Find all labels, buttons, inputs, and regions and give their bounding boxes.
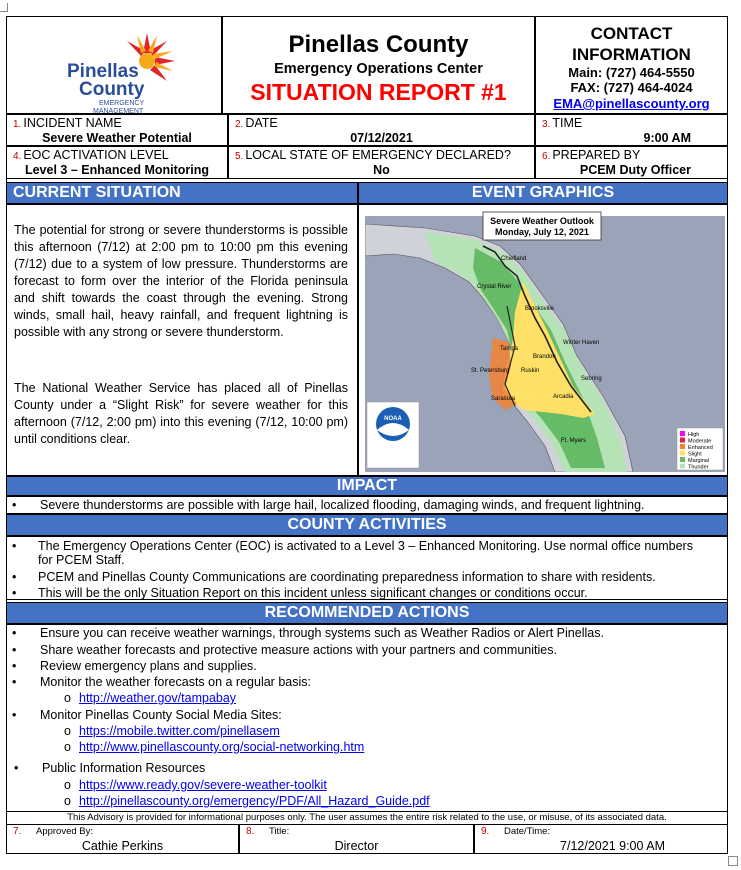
situation-paragraph-2: The National Weather Service has placed all of Pinellas County under a “Slight Risk” for severe weather for this afternoon (7/12, 2:00 pm) into this evening (7/12, 10:00 pm) until conditions clear. xyxy=(14,381,348,446)
corner-mark-br xyxy=(728,856,738,866)
ready-gov-link[interactable]: https://www.ready.gov/severe-weather-toolkit xyxy=(79,778,327,792)
recommended-actions-header: RECOMMENDED ACTIONS xyxy=(6,602,728,624)
field-number: 5. xyxy=(235,151,244,162)
prepared-label: PREPARED BY xyxy=(552,148,641,162)
recommended-item: • Ensure you can receive weather warnings, through systems such as Weather Radios or Alert Pinellas. xyxy=(12,626,604,640)
current-situation-header: CURRENT SITUATION xyxy=(6,182,358,204)
eoc-level-label: EOC ACTIVATION LEVEL xyxy=(23,148,169,162)
logo-cell xyxy=(6,16,222,114)
impact-text: Severe thunderstorms are possible with large hail, localized flooding, damaging winds, and frequent lightning. xyxy=(40,498,645,512)
title-cell xyxy=(222,16,535,114)
date-label: DATE xyxy=(245,116,278,130)
weather-gov-link[interactable]: http://weather.gov/tampabay xyxy=(79,691,237,705)
county-activity-item: • This will be the only Situation Report on this incident unless significant changes or conditions occur. xyxy=(12,586,588,600)
recommended-item: • Share weather forecasts and protective measure actions with your partners and communities. xyxy=(12,643,557,657)
city-label-st-petersburg: St. Petersburg xyxy=(471,368,510,374)
city-label-ruskin: Ruskin xyxy=(521,368,540,374)
datetime-label: Date/Time: xyxy=(503,826,551,837)
field-number: 8. xyxy=(246,826,255,837)
county-activity-item: • The Emergency Operations Center (EOC) is activated to a Level 3 – Enhanced Monitoring. Use normal office numbers xyxy=(12,539,693,553)
social-link-item: o https://mobile.twitter.com/pinellasem xyxy=(64,724,280,738)
logo-text-management: MANAGEMENT xyxy=(93,108,144,115)
field-number: 3. xyxy=(542,119,551,130)
noaa-label: NOAA xyxy=(384,416,402,422)
pinellas-logo-icon xyxy=(7,17,223,115)
field-number: 9. xyxy=(481,826,490,837)
public-link-item: o http://pinellascounty.org/emergency/PDF/All_Hazard_Guide.pdf xyxy=(64,794,430,808)
event-graphics-header: EVENT GRAPHICS xyxy=(358,182,728,204)
time-cell xyxy=(535,114,728,146)
city-label-ft-myers: Ft. Myers xyxy=(561,438,586,444)
time-label: TIME xyxy=(552,116,583,130)
email-link[interactable]: EMA@pinellascounty.org xyxy=(553,96,710,111)
emergency-label: LOCAL STATE OF EMERGENCY DECLARED? xyxy=(245,148,511,162)
severe-weather-map xyxy=(365,206,725,472)
field-number: 7. xyxy=(13,826,22,837)
recommended-text: Monitor the weather forecasts on a regular basis: xyxy=(40,675,311,689)
city-label-sarasota: Sarasota xyxy=(491,396,516,402)
field-number: 6. xyxy=(542,151,551,162)
incident-name-label: INCIDENT NAME xyxy=(23,116,122,130)
approved-label: Approved By: xyxy=(35,826,94,837)
approved-value: Cathie Perkins xyxy=(81,839,164,853)
county-activity-text: The Emergency Operations Center (EOC) is activated to a Level 3 – Enhanced Monitoring. Use normal office numbers xyxy=(38,539,693,553)
prepared-cell xyxy=(535,146,728,179)
title-field-cell xyxy=(239,824,474,854)
social-networking-link[interactable]: http://www.pinellascounty.org/social-networking.htm xyxy=(79,740,365,754)
incident-name-cell xyxy=(6,114,228,146)
legend-thunder: Thunder xyxy=(688,464,709,471)
report-title: SITUATION REPORT #1 xyxy=(250,79,507,105)
legend-marginal: Marginal xyxy=(688,458,710,464)
title-label: Title: xyxy=(268,826,290,837)
datetime-value: 7/12/2021 9:00 AM xyxy=(560,839,665,853)
hazard-guide-link[interactable]: http://pinellascounty.org/emergency/PDF/All_Hazard_Guide.pdf xyxy=(79,794,430,808)
time-value: 9:00 AM xyxy=(643,131,691,145)
field-number: 1. xyxy=(13,119,22,130)
date-value: 07/12/2021 xyxy=(350,131,413,145)
county-activity-text: PCEM and Pinellas County Communications are coordinating preparedness information to share with residents. xyxy=(38,570,656,584)
recommended-text: Share weather forecasts and protective measure actions with your partners and communities. xyxy=(40,643,557,657)
twitter-link[interactable]: https://mobile.twitter.com/pinellasem xyxy=(79,724,280,738)
legend-enhanced: Enhanced xyxy=(688,445,713,451)
eoc-level-value: Level 3 – Enhanced Monitoring xyxy=(24,163,210,177)
social-link-item: o http://www.pinellascounty.org/social-networking.htm xyxy=(64,740,365,754)
legend-moderate: Moderate xyxy=(688,438,712,445)
recommended-item: • Public Information Resources xyxy=(14,761,206,775)
date-cell xyxy=(228,114,535,146)
datetime-cell xyxy=(474,824,728,854)
logo-text-pinellas: Pinellas xyxy=(67,61,139,82)
contact-title-2: INFORMATION xyxy=(572,45,691,64)
impact-item: • Severe thunderstorms are possible with large hail, localized flooding, damaging winds, and frequent lightning. xyxy=(12,498,645,512)
recommended-item: • Monitor Pinellas County Social Media Sites: xyxy=(12,708,282,722)
county-activity-text: This will be the only Situation Report on this incident unless significant changes or conditions occur. xyxy=(38,586,588,600)
field-number: 4. xyxy=(13,151,22,162)
corner-mark-tl xyxy=(0,3,8,12)
county-activity-item: • PCEM and Pinellas County Communications are coordinating preparedness information to share with residents. xyxy=(12,570,656,584)
weather-link-item: o http://weather.gov/tampabay xyxy=(64,691,237,705)
recommended-text: Public Information Resources xyxy=(42,761,206,775)
logo-text-emergency: EMERGENCY xyxy=(99,100,145,107)
city-label-chiefland: Chiefland xyxy=(501,256,527,262)
disclaimer: This Advisory is provided for informational purposes only. The user assumes the entire risk related to the use, or misuse, of its associated data. xyxy=(67,812,667,823)
county-title: Pinellas County xyxy=(288,31,469,58)
city-label-brandon: Brandon xyxy=(533,354,556,360)
fax-number: FAX: (727) 464-4024 xyxy=(570,80,693,95)
eoc-title: Emergency Operations Center xyxy=(274,61,483,77)
eoc-level-cell xyxy=(6,146,228,179)
city-label-tampa: Tampa xyxy=(500,346,519,352)
logo-text-county: County xyxy=(79,79,145,100)
emergency-value: No xyxy=(373,163,390,177)
recommended-item: • Monitor the weather forecasts on a regular basis: xyxy=(12,675,311,689)
field-number: 2. xyxy=(235,119,244,130)
title-value: Director xyxy=(334,839,379,853)
city-label-brooksville: Brooksville xyxy=(525,306,555,312)
contact-title-1: CONTACT xyxy=(590,24,673,43)
map-title-2: Monday, July 12, 2021 xyxy=(495,227,589,237)
impact-header: IMPACT xyxy=(6,476,728,496)
city-label-sebring: Sebring xyxy=(581,376,602,382)
county-activity-continued: for PCEM Staff. xyxy=(38,553,125,567)
prepared-value: PCEM Duty Officer xyxy=(579,163,691,177)
county-activities-header: COUNTY ACTIVITIES xyxy=(6,514,728,536)
city-label-winter-haven: Winter Haven xyxy=(563,340,600,346)
contact-cell xyxy=(535,16,728,114)
map-title-1: Severe Weather Outlook xyxy=(490,216,594,226)
legend-high: High xyxy=(688,432,700,438)
city-label-arcadia: Arcadia xyxy=(553,394,574,400)
legend-slight: Slight xyxy=(688,451,702,458)
public-link-item: o https://www.ready.gov/severe-weather-toolkit xyxy=(64,778,327,792)
recommended-item: • Review emergency plans and supplies. xyxy=(12,659,257,673)
recommended-text: Monitor Pinellas County Social Media Sites: xyxy=(40,708,282,722)
main-phone: Main: (727) 464-5550 xyxy=(568,65,695,80)
emergency-cell xyxy=(228,146,535,179)
approved-cell xyxy=(6,824,239,854)
incident-name-value: Severe Weather Potential xyxy=(42,131,192,145)
recommended-text: Review emergency plans and supplies. xyxy=(40,659,257,673)
recommended-text: Ensure you can receive weather warnings, through systems such as Weather Radios or Alert Pinellas. xyxy=(40,626,604,640)
situation-paragraph-1: The potential for strong or severe thunderstorms is possible this afternoon (7/12) at 2:00 pm to 10:00 pm this evening (7/12) due to a system of low pressure. Thunderstorms are forecast to form over the interior of the Florida peninsula and shift towards the coast through the evening. Strong winds, small hail, heavy rainfall, and frequent lightning is possible with any strong or severe thunderstorm. xyxy=(14,223,348,339)
city-label-crystal-river: Crystal River xyxy=(477,284,512,290)
